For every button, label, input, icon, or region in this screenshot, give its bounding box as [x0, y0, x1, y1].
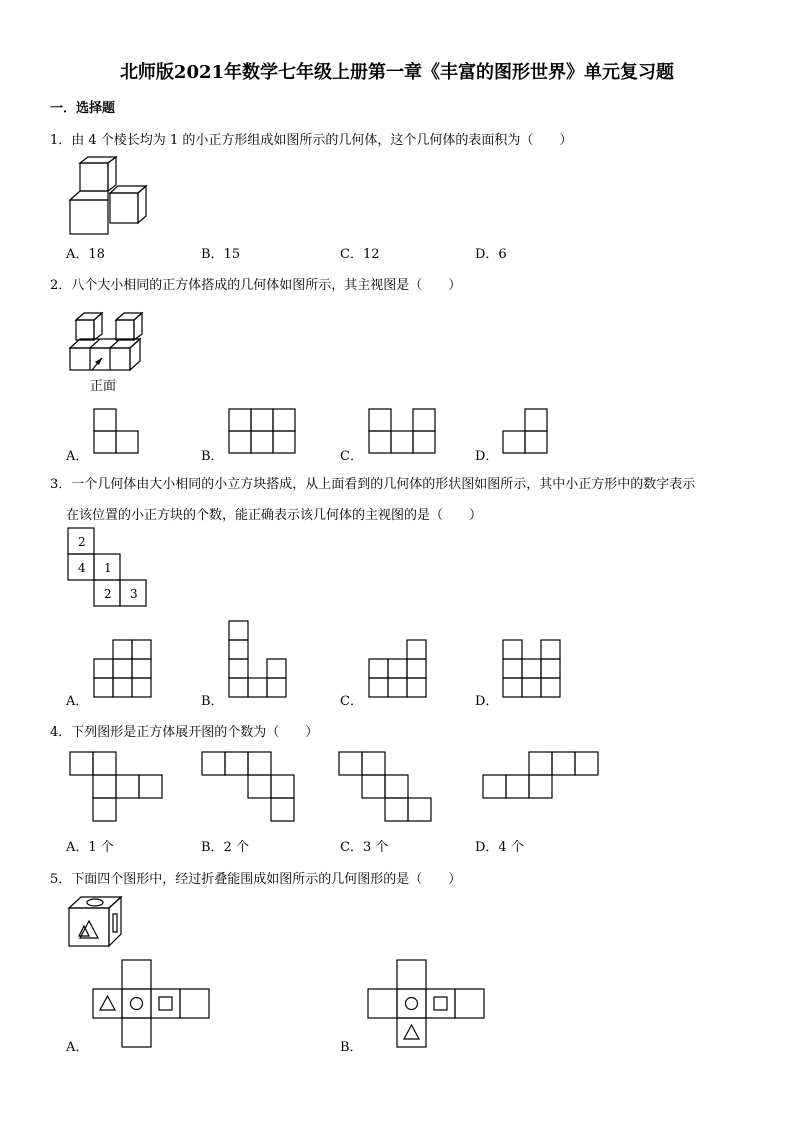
- q3-grid-number: 3: [130, 587, 138, 601]
- q3-option-a[interactable]: A．: [66, 694, 89, 709]
- q3-grid-number: 4: [78, 561, 86, 575]
- q1-option-c[interactable]: C．12: [340, 247, 380, 262]
- q3-option-d-figure[interactable]: [503, 640, 561, 698]
- q4-net-1: [70, 752, 162, 822]
- q4-net-4: [483, 752, 598, 799]
- q2-option-a-figure[interactable]: [94, 409, 139, 454]
- question-2-text: 2．八个大小相同的正方体搭成的几何体如图所示，其主视图是（ ）: [50, 278, 462, 293]
- q2-front-label: 正面: [90, 379, 117, 394]
- q2-option-d-figure[interactable]: [503, 409, 548, 454]
- question-3-text-line1: 3．一个几何体由大小相同的小立方块搭成，从上面看到的几何体的形状图如图所示，其中小正方形中的数字表示: [50, 477, 696, 492]
- q4-option-d[interactable]: D．4 个: [475, 840, 524, 855]
- q2-option-b[interactable]: B．: [201, 449, 224, 464]
- page-title: 北师版2021年数学七年级上册第一章《丰富的图形世界》单元复习题: [119, 62, 675, 83]
- q1-option-b[interactable]: B．15: [201, 247, 241, 262]
- q3-grid-number: 2: [104, 587, 112, 601]
- q5-option-b-net[interactable]: [368, 960, 484, 1048]
- q2-option-c[interactable]: C．: [340, 449, 363, 464]
- q2-option-c-figure[interactable]: [369, 409, 436, 454]
- q2-option-d[interactable]: D．: [475, 449, 499, 464]
- q5-option-a-net[interactable]: [93, 960, 209, 1048]
- q5-option-b[interactable]: B．: [340, 1040, 363, 1055]
- q4-option-a[interactable]: A．1 个: [66, 840, 114, 855]
- q4-option-c[interactable]: C．3 个: [340, 840, 389, 855]
- q3-option-d[interactable]: D．: [475, 694, 499, 709]
- q5-cube-figure: [68, 896, 124, 948]
- q2-cube-figure: [68, 308, 153, 378]
- question-3-text-line2: 在该位置的小正方块的个数，能正确表示该几何体的主视图的是（ ）: [66, 508, 483, 523]
- q4-net-2: [202, 752, 294, 822]
- q3-option-c[interactable]: C．: [340, 694, 363, 709]
- q2-option-b-figure[interactable]: [229, 409, 296, 454]
- q3-option-c-figure[interactable]: [369, 640, 427, 698]
- q4-net-3: [339, 752, 431, 822]
- section-heading: 一．选择题: [50, 101, 116, 116]
- q1-option-a[interactable]: A．18: [66, 247, 105, 262]
- q3-grid-number: 2: [78, 535, 86, 549]
- q3-option-b-figure[interactable]: [229, 621, 287, 698]
- q4-option-b[interactable]: B．2 个: [201, 840, 249, 855]
- q1-cube-figure: [66, 157, 156, 235]
- q5-option-a[interactable]: A．: [66, 1040, 89, 1055]
- q2-option-a[interactable]: A．: [66, 449, 89, 464]
- q3-option-b[interactable]: B．: [201, 694, 224, 709]
- question-4-text: 4．下列图形是正方体展开图的个数为（ ）: [50, 725, 319, 740]
- q3-option-a-figure[interactable]: [94, 640, 152, 698]
- question-1-text: 1．由 4 个棱长均为 1 的小正方形组成如图所示的几何体，这个几何体的表面积为（ ）: [50, 133, 573, 148]
- q1-option-d[interactable]: D．6: [475, 247, 507, 262]
- question-5-text: 5．下面四个图形中，经过折叠能围成如图所示的几何图形的是（ ）: [50, 872, 462, 887]
- q3-grid-number: 1: [104, 561, 112, 575]
